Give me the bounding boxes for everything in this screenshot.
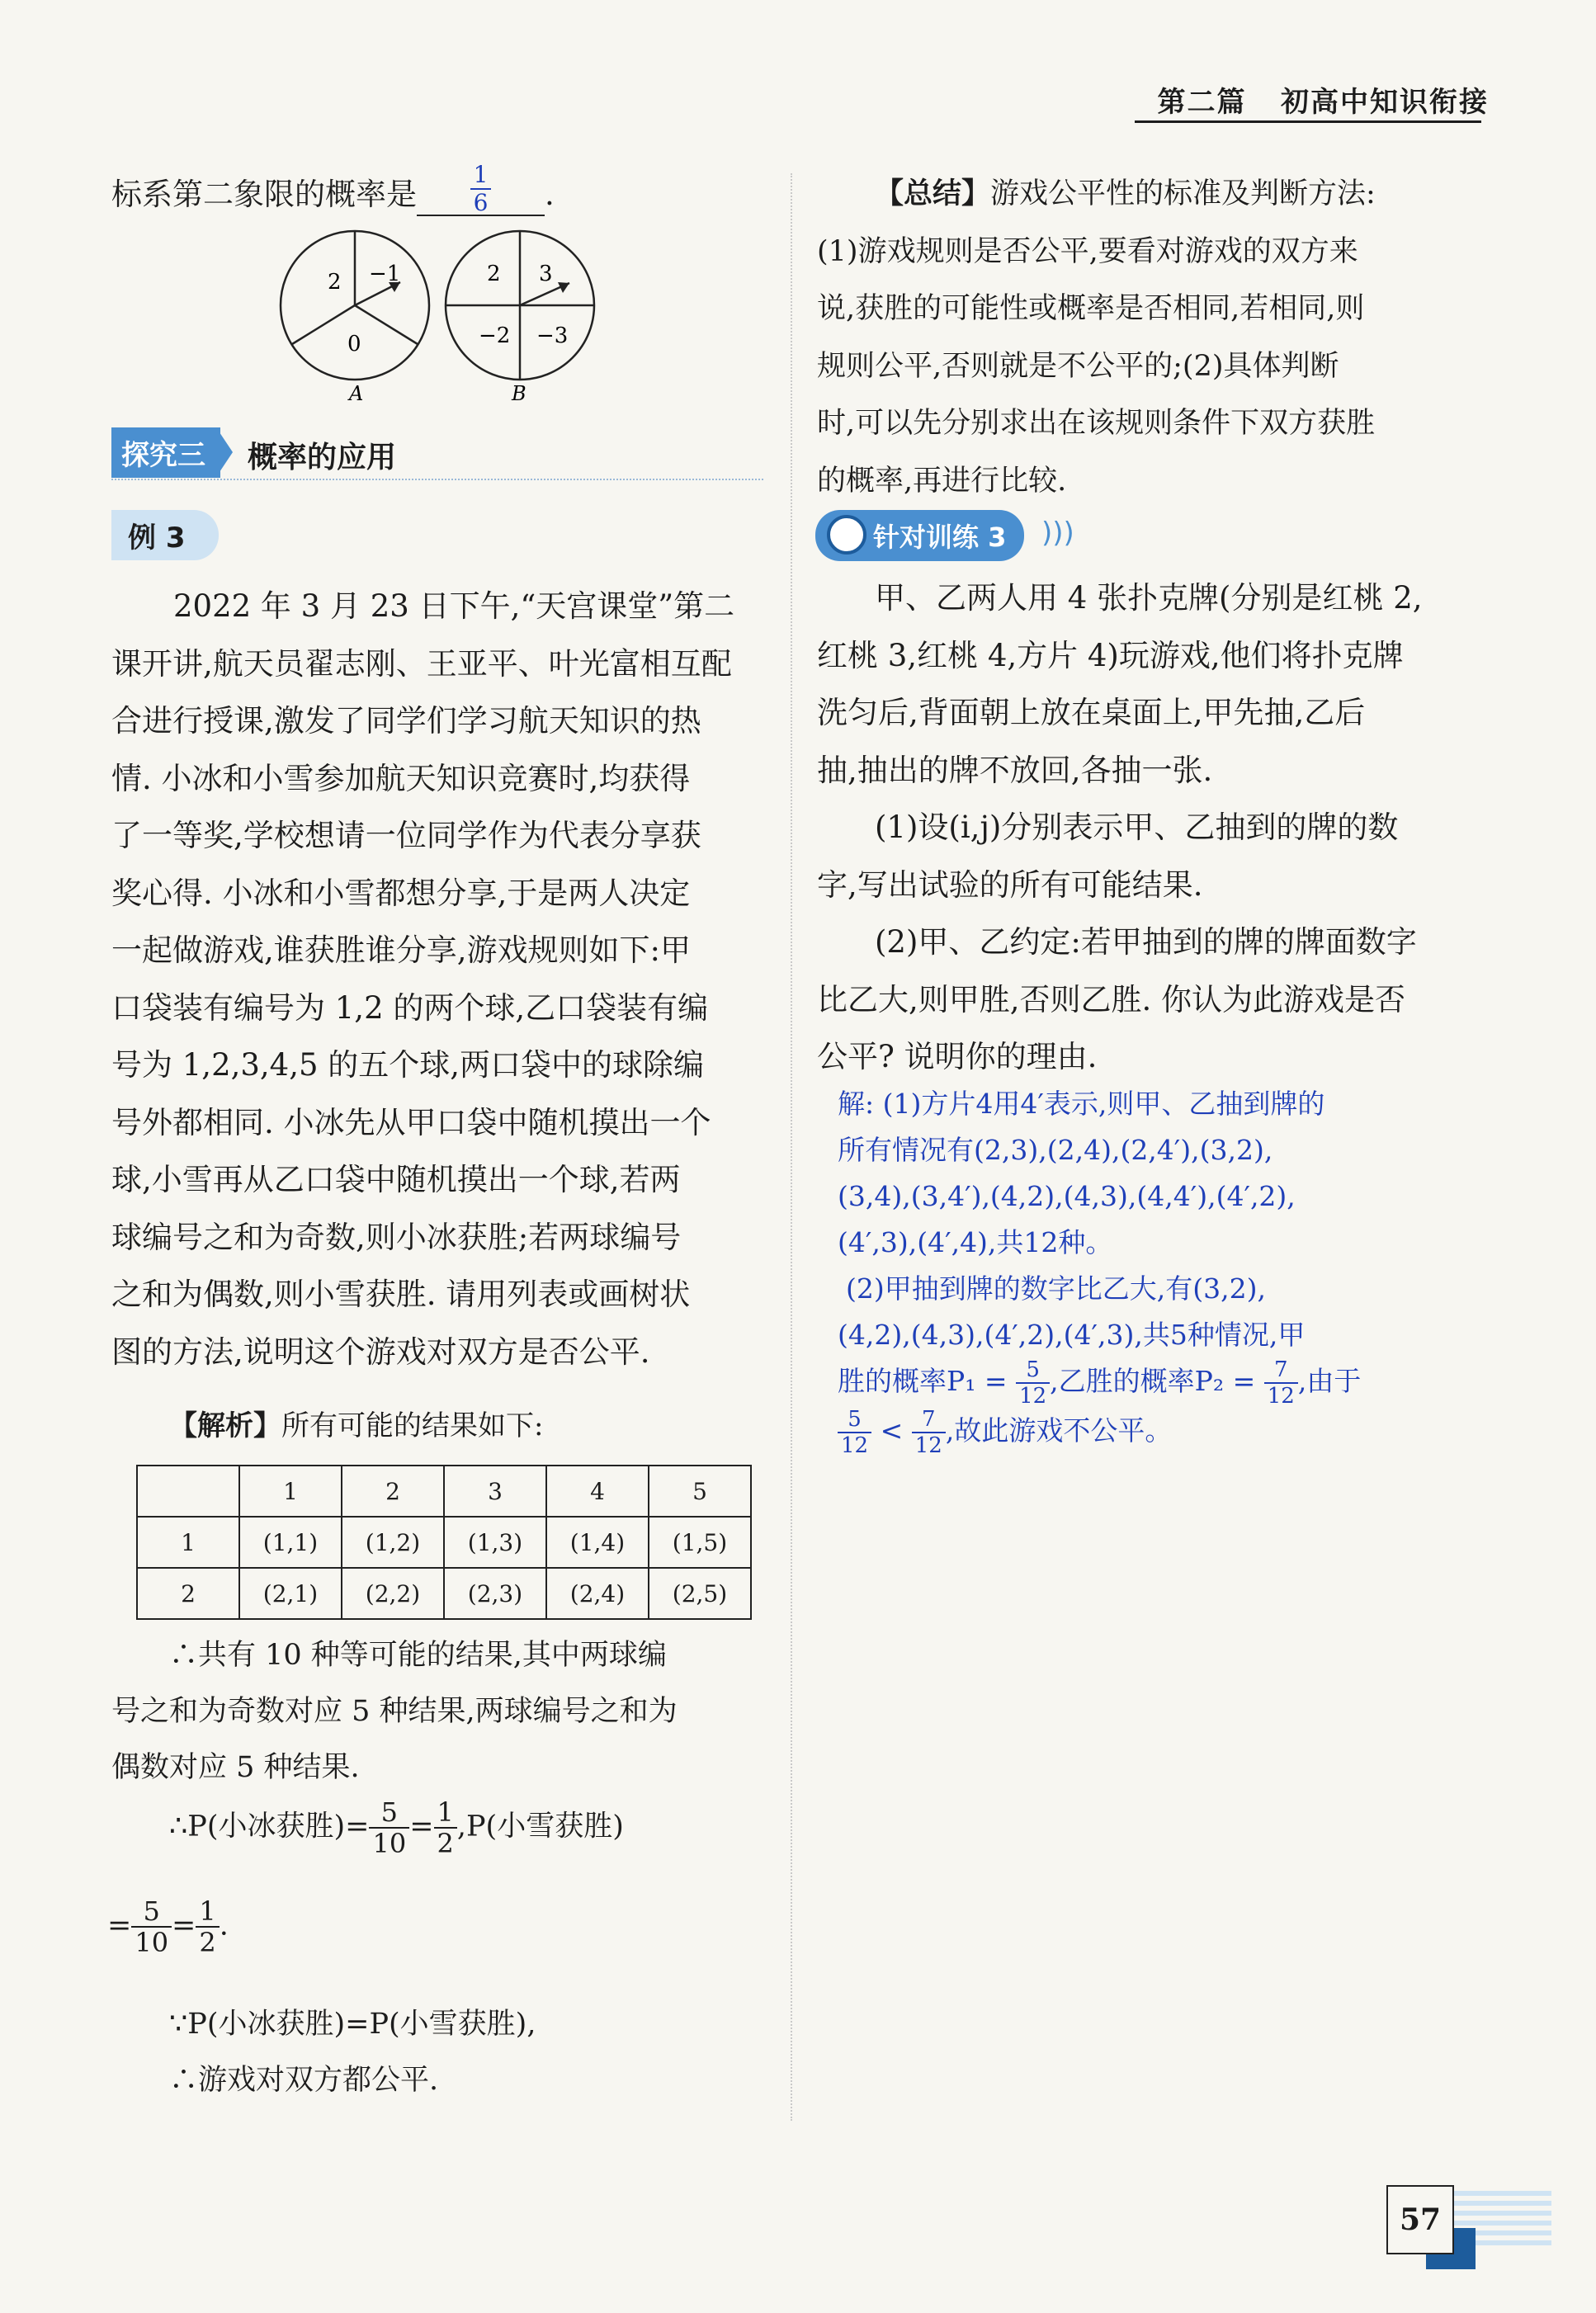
- fraction: $\frac{1}{2}$: [196, 1898, 219, 1956]
- section-tag-arrow: [216, 427, 233, 477]
- spinner-a: [281, 231, 429, 405]
- answer-line: (3,4),(3,4′),(4,2),(4,3),(4,4′),(4′,2),: [838, 1180, 1296, 1212]
- analysis-text: 所有可能的结果如下:: [281, 1409, 544, 1442]
- example-line: 奖心得. 小冰和小雪都想分享,于是两人决定: [111, 875, 691, 911]
- section-rule: [111, 479, 763, 480]
- table-header-row: 1 2 3 4 5: [137, 1466, 751, 1517]
- probability-line-2: = $\frac{5}{10}$ = $\frac{1}{2}$ .: [107, 1895, 229, 1958]
- fraction: $\frac{5}{12}$: [838, 1409, 871, 1456]
- conclusion-block: [111, 1627, 678, 1796]
- analysis-line: [169, 1403, 543, 1443]
- intro-line: [111, 160, 555, 224]
- header-title: 初高中知识衔接: [1281, 86, 1489, 119]
- answer-line-probabilities: 胜的概率P₁ = $\frac{5}{12}$ ,乙胜的概率P₂ = $\frac{7}{12}$ ,由于: [838, 1357, 1362, 1409]
- summary-label: 【总结】: [875, 177, 991, 210]
- training-line: 比乙大,则甲胜,否则乙胜. 你认为此游戏是否: [817, 981, 1406, 1017]
- page-header: [1157, 79, 1489, 120]
- spinner-a-label: A: [349, 382, 364, 405]
- conclusion-line: 号之和为奇数对应 5 种结果,两球编号之和为: [111, 1695, 678, 1728]
- spinner-b-v1: 2: [487, 262, 501, 286]
- summary-block: [817, 165, 1376, 510]
- table-row: 1 (1,1) (1,2) (1,3) (1,4) (1,5): [137, 1517, 751, 1568]
- answer-line-conclusion: $\frac{5}{12}$ < $\frac{7}{12}$ ,故此游戏不公平。: [838, 1408, 1361, 1456]
- answer-line: (4,2),(4,3),(4′,2),(4′,3),共5种情况,甲: [838, 1319, 1306, 1351]
- spinner-b-v4: −3: [536, 323, 569, 348]
- fraction: $\frac{5}{10}$: [369, 1799, 409, 1857]
- section-tag: 探究三: [111, 427, 220, 478]
- conclusion-line: 偶数对应 5 种结果.: [111, 1751, 360, 1784]
- alarm-clock-icon: [827, 515, 866, 555]
- example-body: [111, 578, 772, 1381]
- summary-first-line: 【总结】游戏公平性的标准及判断方法:: [875, 177, 1376, 210]
- conclusion-line: ∴共有 10 种等可能的结果,其中两球编: [169, 1639, 667, 1672]
- training-line: 公平? 说明你的理由.: [817, 1039, 1098, 1074]
- header-section: 第二篇: [1157, 86, 1247, 119]
- summary-line: 时,可以先分别求出在该规则条件下双方获胜: [817, 407, 1376, 440]
- example-tag: 例 3: [111, 510, 219, 560]
- summary-line: 说,获胜的可能性或概率是否相同,若相同,则: [817, 292, 1365, 325]
- intro-text: 标系第二象限的概率是: [111, 177, 417, 212]
- spinner-b: [446, 231, 594, 405]
- example-line: 情. 小冰和小雪参加航天知识竞赛时,均获得: [111, 760, 691, 796]
- spinner-a-v3: 0: [347, 332, 361, 356]
- spinners-figure: [276, 223, 607, 413]
- spinner-a-v1: 2: [328, 270, 342, 295]
- training-line: 红桃 3,红桃 4,方片 4)玩游戏,他们将扑克牌: [817, 637, 1404, 673]
- intro-blank: [417, 160, 545, 216]
- example-line: 球编号之和为奇数,则小冰获胜;若两球编号: [111, 1219, 682, 1255]
- since-line: ∵P(小冰获胜)=P(小雪获胜),: [169, 2008, 536, 2041]
- training-line: 洗匀后,背面朝上放在桌面上,甲先抽,乙后: [817, 695, 1366, 730]
- spinner-b-label: B: [512, 382, 526, 405]
- fraction: $\frac{7}{12}$: [1264, 1359, 1298, 1407]
- summary-line: (1)游戏规则是否公平,要看对游戏的双方来: [817, 234, 1358, 268]
- page-number: 57: [1386, 2185, 1454, 2254]
- column-divider: [791, 173, 792, 2121]
- example-line: 号外都相同. 小冰先从甲口袋中随机摸出一个: [111, 1104, 711, 1140]
- fraction: $\frac{1}{2}$: [434, 1799, 457, 1857]
- example-line: 图的方法,说明这个游戏对双方是否公平.: [111, 1334, 650, 1370]
- example-line: 2022 年 3 月 23 日下午,“天宫课堂”第二: [173, 588, 735, 624]
- example-line: 球,小雪再从乙口袋中随机摸出一个球,若两: [111, 1162, 681, 1197]
- fraction: $\frac{5}{10}$: [131, 1898, 172, 1956]
- training-line: (2)甲、乙约定:若甲抽到的牌的牌面数字: [875, 924, 1417, 960]
- training-line: (1)设(i,j)分别表示甲、乙抽到的牌的数: [875, 810, 1399, 845]
- fraction: $\frac{5}{12}$: [1016, 1359, 1050, 1407]
- answer-block: [838, 1081, 1361, 1456]
- example-line: 合进行授课,激发了同学们学习航天知识的热: [111, 703, 701, 739]
- sound-waves-icon: ))): [1041, 517, 1074, 550]
- intro-period: .: [545, 177, 555, 212]
- fraction: $\frac{7}{12}$: [912, 1409, 946, 1456]
- example-line: 之和为偶数,则小雪获胜. 请用列表或画树状: [111, 1277, 691, 1312]
- answer-line: 解: (1)方片4用4′表示,则甲、乙抽到牌的: [838, 1088, 1325, 1120]
- final-line: ∴游戏对双方都公平.: [169, 2064, 439, 2097]
- spinner-b-v2: 3: [539, 262, 553, 286]
- spinner-b-v3: −2: [479, 323, 511, 348]
- summary-line: 的概率,再进行比较.: [817, 464, 1067, 498]
- answer-line: (4′,3),(4′,4),共12种。: [838, 1226, 1113, 1258]
- training-line: 甲、乙两人用 4 张扑克牌(分别是红桃 2,: [875, 580, 1423, 616]
- example-line: 一起做游戏,谁获胜谁分享,游戏规则如下:甲: [111, 932, 691, 968]
- summary-line: 规则公平,否则就是不公平的;(2)具体判断: [817, 349, 1339, 383]
- answer-line: 所有情况有(2,3),(2,4),(2,4′),(3,2),: [838, 1134, 1273, 1166]
- results-table: [136, 1465, 752, 1620]
- intro-answer: $\frac{1}{6}$: [470, 163, 492, 215]
- training-line: 抽,抽出的牌不放回,各抽一张.: [817, 752, 1213, 788]
- example-line: 口袋装有编号为 1,2 的两个球,乙口袋装有编: [111, 989, 709, 1026]
- probability-line-1: ∴P(小冰获胜)= $\frac{5}{10}$ = $\frac{1}{2}$ ,P(小雪获胜): [169, 1796, 624, 1859]
- example-line: 了一等奖,学校想请一位同学作为代表分享获: [111, 818, 701, 853]
- header-rule: [1135, 120, 1481, 123]
- answer-line: (2)甲抽到牌的数字比乙大,有(3,2),: [846, 1272, 1266, 1305]
- training-line: 字,写出试验的所有可能结果.: [817, 866, 1203, 903]
- analysis-label: 【解析】: [169, 1409, 281, 1442]
- section-title: 概率的应用: [248, 441, 397, 474]
- example-line: 课开讲,航天员翟志刚、王亚平、叶光富相互配: [111, 645, 732, 682]
- example-line: 号为 1,2,3,4,5 的五个球,两口袋中的球除编: [111, 1047, 705, 1083]
- training-tag: 针对训练 3: [815, 510, 1024, 561]
- training-body: [817, 569, 1423, 1086]
- spinner-a-v2: −1: [369, 262, 401, 286]
- table-row: 2 (2,1) (2,2) (2,3) (2,4) (2,5): [137, 1568, 751, 1619]
